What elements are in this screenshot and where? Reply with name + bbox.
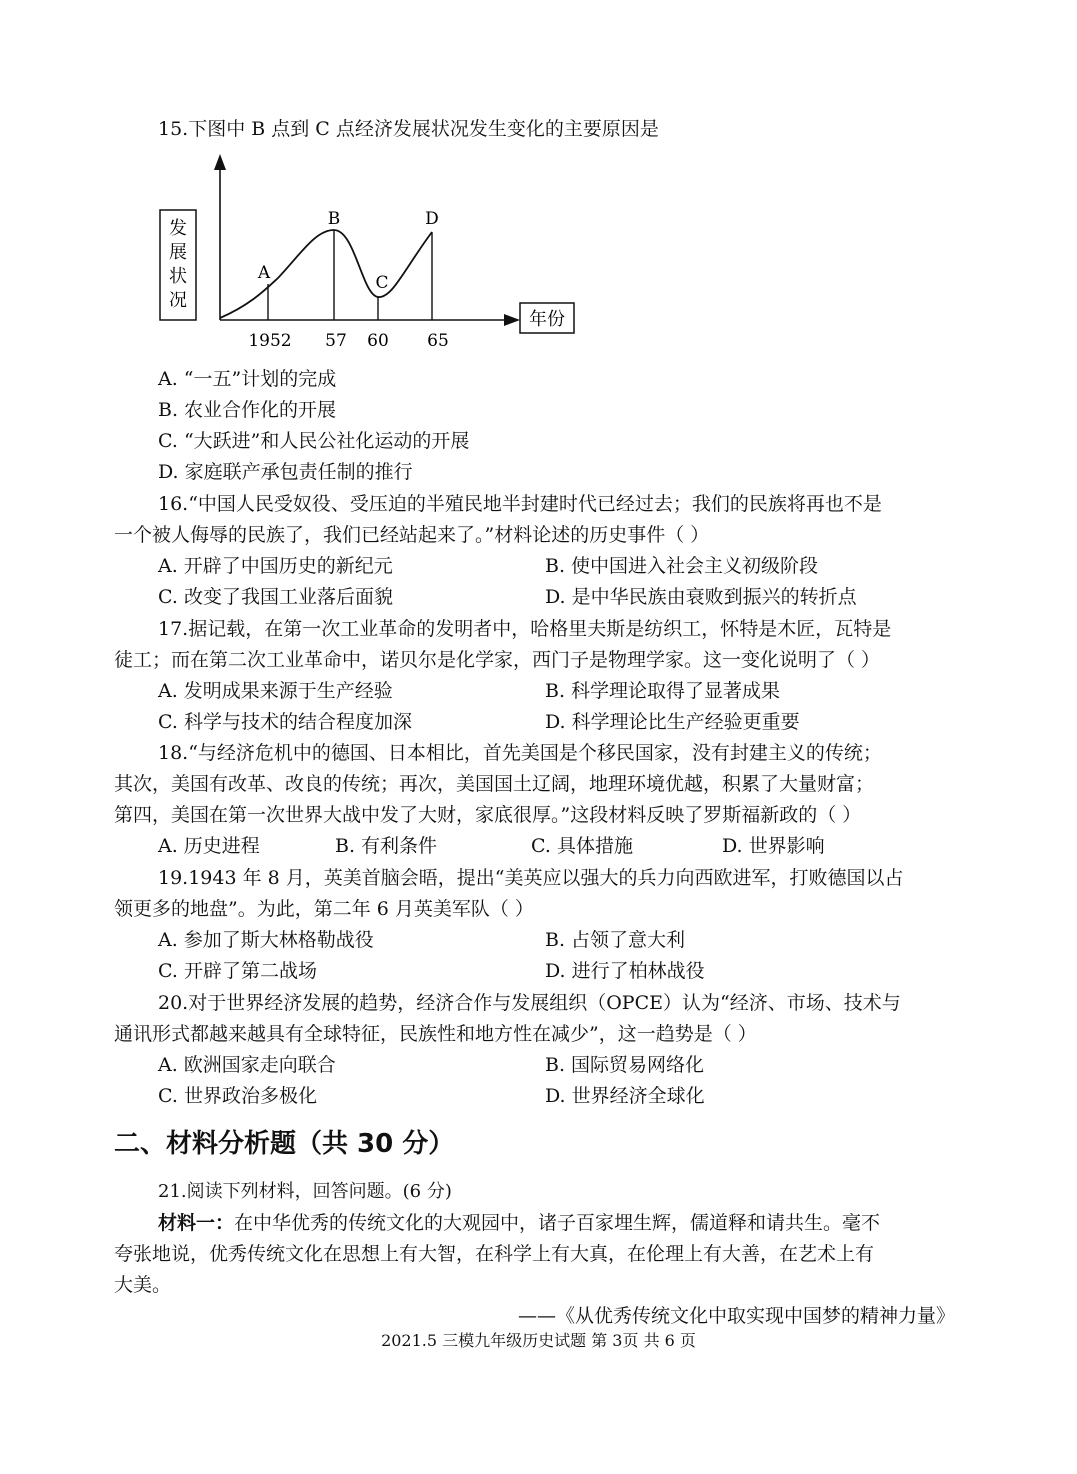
x-tick-65: 65 <box>427 331 449 351</box>
q16-option-b: B. 使中国进入社会主义初级阶段 <box>545 555 819 577</box>
x-tick-57: 57 <box>325 331 347 351</box>
q17-option-b: B. 科学理论取得了显著成果 <box>545 680 781 702</box>
q19-option-d: D. 进行了柏林战役 <box>545 960 705 982</box>
xlabel: 年份 <box>529 309 565 330</box>
material-text-1: 在中华优秀的传统文化的大观园中，诸子百家埋生辉，儒道释和请共生。毫不 <box>234 1212 881 1234</box>
q20-option-b: B. 国际贸易网络化 <box>545 1054 705 1076</box>
point-label-C: C <box>375 273 389 293</box>
q21-source: ——《从优秀传统文化中取实现中国梦的精神力量》 <box>517 1305 955 1327</box>
point-label-A: A <box>257 263 271 283</box>
q15-stem: 15.下图中 B 点到 C 点经济发展状况发生变化的主要原因是 <box>158 118 659 140</box>
q15-option-d: D. 家庭联产承包责任制的推行 <box>158 461 413 483</box>
q19-option-c: C. 开辟了第二战场 <box>158 960 317 982</box>
point-label-B: B <box>327 209 341 229</box>
y-axis-arrow <box>214 154 226 170</box>
ylabel-char-1: 发 <box>169 218 187 239</box>
q17-line2: 徒工；而在第二次工业革命中，诺贝尔是化学家，西门子是物理学家。这一变化说明了（ ） <box>114 649 881 671</box>
q15-option-c: C. “大跃进”和人民公社化运动的开展 <box>158 430 470 452</box>
q18-option-b: B. 有利条件 <box>335 835 438 857</box>
q21-material-line3: 大美。 <box>114 1274 172 1296</box>
q16-line1: 16.“中国人民受奴役、受压迫的半殖民地半封建时代已经过去；我们的民族将再也不是 <box>158 493 882 515</box>
q17-option-d: D. 科学理论比生产经验更重要 <box>545 711 800 733</box>
x-tick-60: 60 <box>367 331 389 351</box>
q19-option-a: A. 参加了斯大林格勒战役 <box>158 929 374 951</box>
q18-line3: 第四，美国在第一次世界大战中发了大财，家底很厚。”这段材料反映了罗斯福新政的（ ） <box>114 804 862 826</box>
x-axis-arrow <box>504 314 520 326</box>
x-tick-1952: 1952 <box>248 331 292 351</box>
page-footer: 2021.5 三模九年级历史试题 第 3页 共 6 页 <box>381 1331 696 1350</box>
q17-line1: 17.据记载，在第一次工业革命的发明者中，哈格里夫斯是纺织工，怀特是木匠，瓦特是 <box>158 618 892 640</box>
q15-option-b: B. 农业合作化的开展 <box>158 399 337 421</box>
q16-option-d: D. 是中华民族由衰败到振兴的转折点 <box>545 586 857 608</box>
q19-option-b: B. 占领了意大利 <box>545 929 686 951</box>
q15-option-a: A. “一五”计划的完成 <box>158 368 337 390</box>
q20-line2: 通讯形式都越来越具有全球特征，民族性和地方性在减少”，这一趋势是（ ） <box>114 1023 757 1045</box>
q16-line2: 一个被人侮辱的民族了，我们已经站起来了。”材料论述的历史事件（ ） <box>114 524 710 546</box>
q20-option-c: C. 世界政治多极化 <box>158 1085 317 1107</box>
material-label: 材料一： <box>158 1212 235 1234</box>
q18-line1: 18.“与经济危机中的德国、日本相比，首先美国是个移民国家，没有封建主义的传统； <box>158 742 882 764</box>
section-heading: 二、材料分析题（共 30 分） <box>114 1129 455 1159</box>
development-chart <box>150 150 590 360</box>
q19-line2: 领更多的地盘”。为此，第二年 6 月英美军队（ ） <box>114 898 534 920</box>
q21-material-line2: 夸张地说，优秀传统文化在思想上有大智，在科学上有大真，在伦理上有大善，在艺术上有 <box>114 1243 875 1265</box>
point-label-D: D <box>425 209 439 229</box>
ylabel-char-3: 状 <box>169 266 187 287</box>
q18-option-d: D. 世界影响 <box>722 835 825 857</box>
q16-option-a: A. 开辟了中国历史的新纪元 <box>158 555 393 577</box>
ylabel-char-4: 况 <box>169 290 187 311</box>
series-line <box>220 230 432 318</box>
q20-option-a: A. 欧洲国家走向联合 <box>158 1054 336 1076</box>
q20-line1: 20.对于世界经济发展的趋势，经济合作与发展组织（OPCE）认为“经济、市场、技术与 <box>158 992 901 1014</box>
q18-line2: 其次，美国有改革、改良的传统；再次，美国国土辽阔，地理环境优越，积累了大量财富； <box>114 773 875 795</box>
q17-option-c: C. 科学与技术的结合程度加深 <box>158 711 412 733</box>
q18-option-a: A. 历史进程 <box>158 835 260 857</box>
q17-option-a: A. 发明成果来源于生产经验 <box>158 680 393 702</box>
q21-material-line1 <box>158 1210 880 1236</box>
q19-line1: 19.1943 年 8 月，英美首脑会晤，提出“美英应以强大的兵力向西欧进军，打败德国以占 <box>158 867 904 889</box>
q18-option-c: C. 具体措施 <box>531 835 633 857</box>
q20-option-d: D. 世界经济全球化 <box>545 1085 705 1107</box>
q16-option-c: C. 改变了我国工业落后面貌 <box>158 586 393 608</box>
ylabel-char-2: 展 <box>169 242 187 263</box>
q21-intro: 21.阅读下列材料，回答问题。(6 分) <box>158 1181 452 1202</box>
